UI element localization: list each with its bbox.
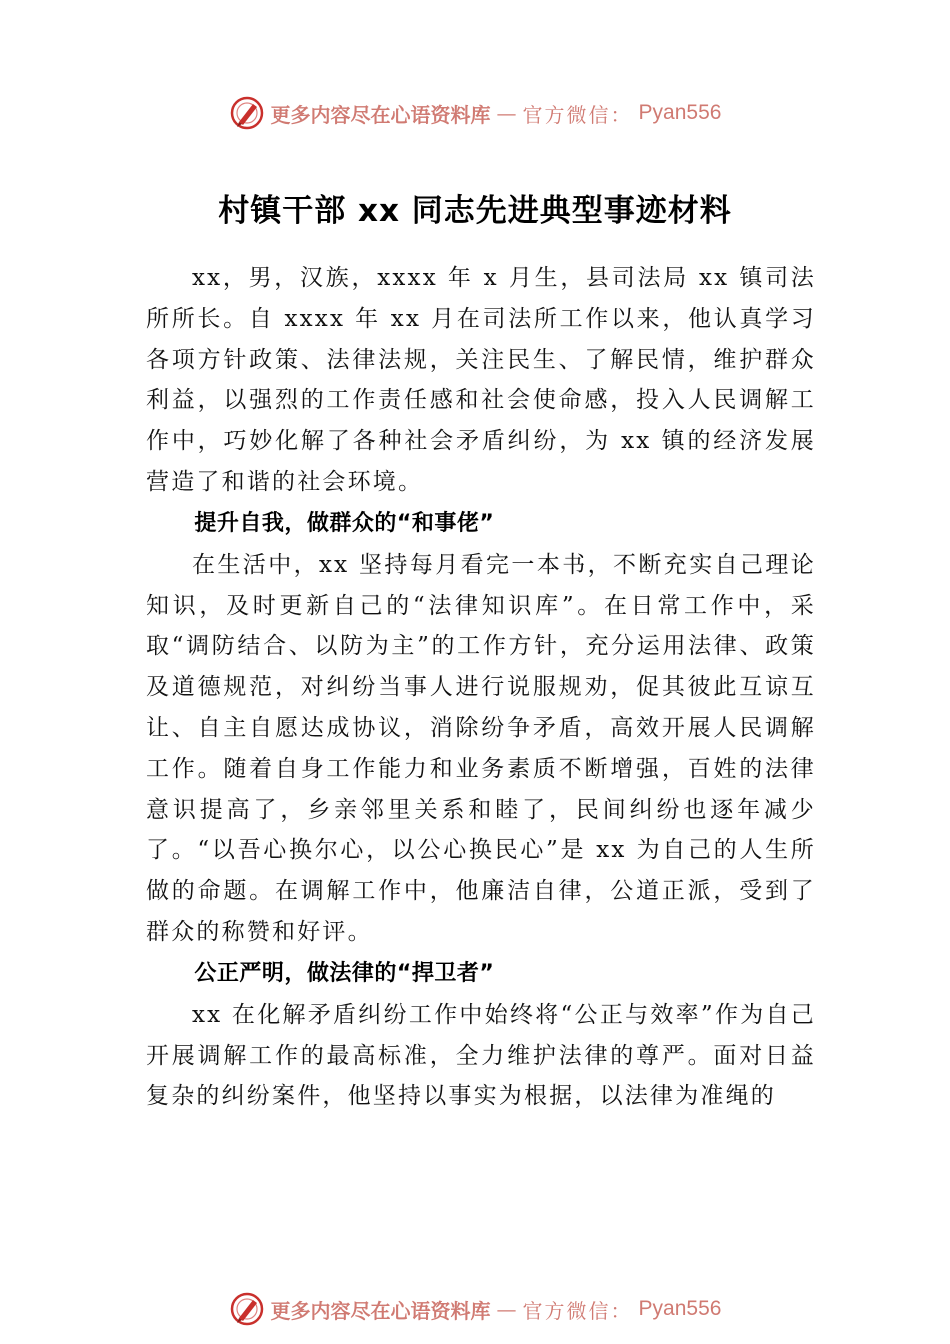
watermark-brand-text: 更多内容尽在心语资料库 [270, 1298, 491, 1323]
intro-paragraph: xx，男，汉族，xxxx 年 x 月生，县司法局 xx 镇司法所所长。自 xxxx 年 xx 月在司法所工作以来，他认真学习各项方针政策、法律法规，关注民生、了解民情，维护群众利益，以强烈的工作责任感和社会使命感，投入人民调解工作中，巧妙化解了各种社会矛盾纠纷，为 xx 镇的经济发展营造了和谐的社会环境。 [146, 265, 816, 495]
watermark-separator: — [496, 101, 517, 125]
section-heading: 提升自我，做群众的“和事佬” [194, 510, 495, 536]
watermark-wechat-id: Pyan556 [638, 1297, 722, 1320]
watermark-wechat-label: 官方微信： [522, 1298, 633, 1323]
section-paragraph: 在生活中，xx 坚持每月看完一本书，不断充实自己理论知识，及时更新自己的“法律知识库”。在日常工作中，采取“调防结合、以防为主”的工作方针，充分运用法律、政策及道德规范，对纠纷当事人进行说服规劝，促其彼此互谅互让、自主自愿达成协议，消除纷争矛盾，高效开展人民调解工作。随着自身工作能力和业务素质不断增强，百姓的法律意识提高了，乡亲邻里关系和睦了，民间纠纷也逐年减少了。“以吾心换尔心，以公心换民心”是 xx 为自己的人生所做的命题。在调解工作中，他廉洁自律，公道正派，受到了群众的称赞和好评。 [146, 551, 816, 945]
pen-logo-icon [229, 95, 265, 131]
header-watermark [0, 93, 950, 133]
document-title: 村镇干部 xx 同志先进典型事迹材料 [218, 193, 732, 229]
section-heading: 公正严明，做法律的“捍卫者” [194, 960, 495, 986]
watermark-separator: — [496, 1297, 517, 1321]
footer-watermark [0, 1289, 950, 1329]
pen-logo-icon [229, 1291, 265, 1327]
watermark-wechat-id: Pyan556 [638, 101, 722, 124]
watermark-wechat-label: 官方微信： [522, 102, 633, 127]
document-body [146, 258, 816, 1117]
section-paragraph: xx 在化解矛盾纠纷工作中始终将“公正与效率”作为自己开展调解工作的最高标准，全力维护法律的尊严。面对日益复杂的纠纷案件，他坚持以事实为根据，以法律为准绳的 [146, 1001, 816, 1110]
watermark-brand-text: 更多内容尽在心语资料库 [270, 102, 491, 127]
